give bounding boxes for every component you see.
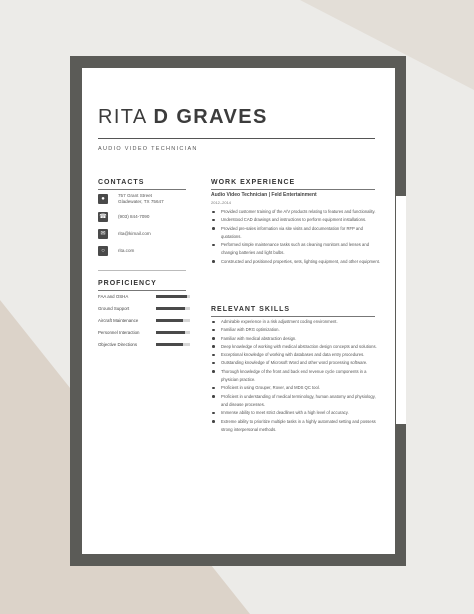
map-pin-icon: ● xyxy=(98,194,108,204)
contacts-divider xyxy=(98,189,186,190)
list-item: Performed simple maintenance tasks such as cleaning monitors and lenses and changing batteries and light bulbs. xyxy=(211,241,383,258)
proficiency-label: Ground Support xyxy=(98,306,130,311)
list-item: Provided pre-sales information via site visits and documentation for RFP and quotations. xyxy=(211,225,383,242)
experience-dates: 2012–2014 xyxy=(211,200,232,205)
proficiency-fill xyxy=(156,319,183,322)
last-name: D GRAVES xyxy=(153,106,268,128)
first-name: RITA xyxy=(98,106,147,128)
frame-notch xyxy=(396,196,406,424)
email-icon: ✉ xyxy=(98,229,108,239)
address-line-1: 757 Grant Street xyxy=(118,193,152,198)
resume-job-title: AUDIO VIDEO TECHNICIAN xyxy=(98,146,198,152)
list-item: Exceptional knowledge of working with databases and data entry procedures. xyxy=(211,351,383,359)
proficiency-row xyxy=(98,318,190,324)
list-item: Understood CAD drawings and instructions to perform equipment installations. xyxy=(211,216,383,224)
list-item: Familiar with medical abstraction design. xyxy=(211,335,383,343)
email-address[interactable]: rita@kimail.com xyxy=(118,231,151,236)
list-item: Thorough knowledge of the front and back end revenue cycle components in a physician practice. xyxy=(211,368,383,385)
proficiency-divider xyxy=(98,290,186,291)
skills-divider xyxy=(211,316,375,317)
contacts-heading: CONTACTS xyxy=(98,179,145,186)
proficiency-heading: PROFICIENCY xyxy=(98,280,157,287)
address-line-2: Gladewater, TX 75647 xyxy=(118,199,164,204)
list-item: Admirable experience in a risk adjustment coding environment. xyxy=(211,318,383,326)
proficiency-label: FAA and OSHA xyxy=(98,294,129,299)
experience-heading: WORK EXPERIENCE xyxy=(211,179,296,186)
proficiency-fill xyxy=(156,331,185,334)
proficiency-bar xyxy=(156,295,190,298)
experience-list xyxy=(211,208,383,266)
list-item: Familiar with DRG optimization. xyxy=(211,326,383,334)
skills-heading: RELEVANT SKILLS xyxy=(211,306,291,313)
website-url[interactable]: rita.com xyxy=(118,248,135,253)
experience-job-title: Audio Video Technician | Feld Entertainment xyxy=(211,192,317,198)
proficiency-row xyxy=(98,306,190,312)
globe-icon: ○ xyxy=(98,246,108,256)
phone-icon: ☎ xyxy=(99,214,107,220)
proficiency-bar xyxy=(156,331,190,334)
list-item: Proficient in understanding of medical terminology, human anatomy and physiology, and disease processes. xyxy=(211,393,383,410)
list-item: Immense ability to meet strict deadlines with a high level of accuracy. xyxy=(211,409,383,417)
list-item: Constructed and positioned properties, sets, lighting equipment, and other equipment. xyxy=(211,258,383,266)
list-item: Provided customer training of the A/V products relating to features and functionality. xyxy=(211,208,383,216)
name-divider xyxy=(98,138,375,139)
proficiency-label: Personnel Interaction xyxy=(98,330,140,335)
proficiency-label: Objective Directions xyxy=(98,342,138,347)
list-item: Extreme ability to prioritize multiple tasks in a highly automated setting and possess strong interpersonal methods. xyxy=(211,418,383,435)
proficiency-bar xyxy=(156,319,190,322)
skills-list xyxy=(211,318,383,434)
proficiency-bar xyxy=(156,343,190,346)
contacts-bottom-divider xyxy=(98,270,186,271)
resume-name xyxy=(98,106,268,129)
proficiency-fill xyxy=(156,295,187,298)
proficiency-bar xyxy=(156,307,190,310)
proficiency-row xyxy=(98,342,190,348)
resume-page xyxy=(82,68,395,554)
list-item: Proficient in using Grouper, Rover, and MDS QC tool. xyxy=(211,384,383,392)
phone-number[interactable]: (903) 844-7090 xyxy=(118,214,150,219)
proficiency-label: Aircraft Maintenance xyxy=(98,318,139,323)
proficiency-row xyxy=(98,330,190,336)
list-item: Outstanding knowledge of Microsoft Word and other word processing software. xyxy=(211,359,383,367)
proficiency-fill xyxy=(156,307,185,310)
list-item: Deep knowledge of working with medical abstraction design concepts and solutions. xyxy=(211,343,383,351)
proficiency-fill xyxy=(156,343,183,346)
experience-divider xyxy=(211,189,375,190)
proficiency-row xyxy=(98,294,190,300)
